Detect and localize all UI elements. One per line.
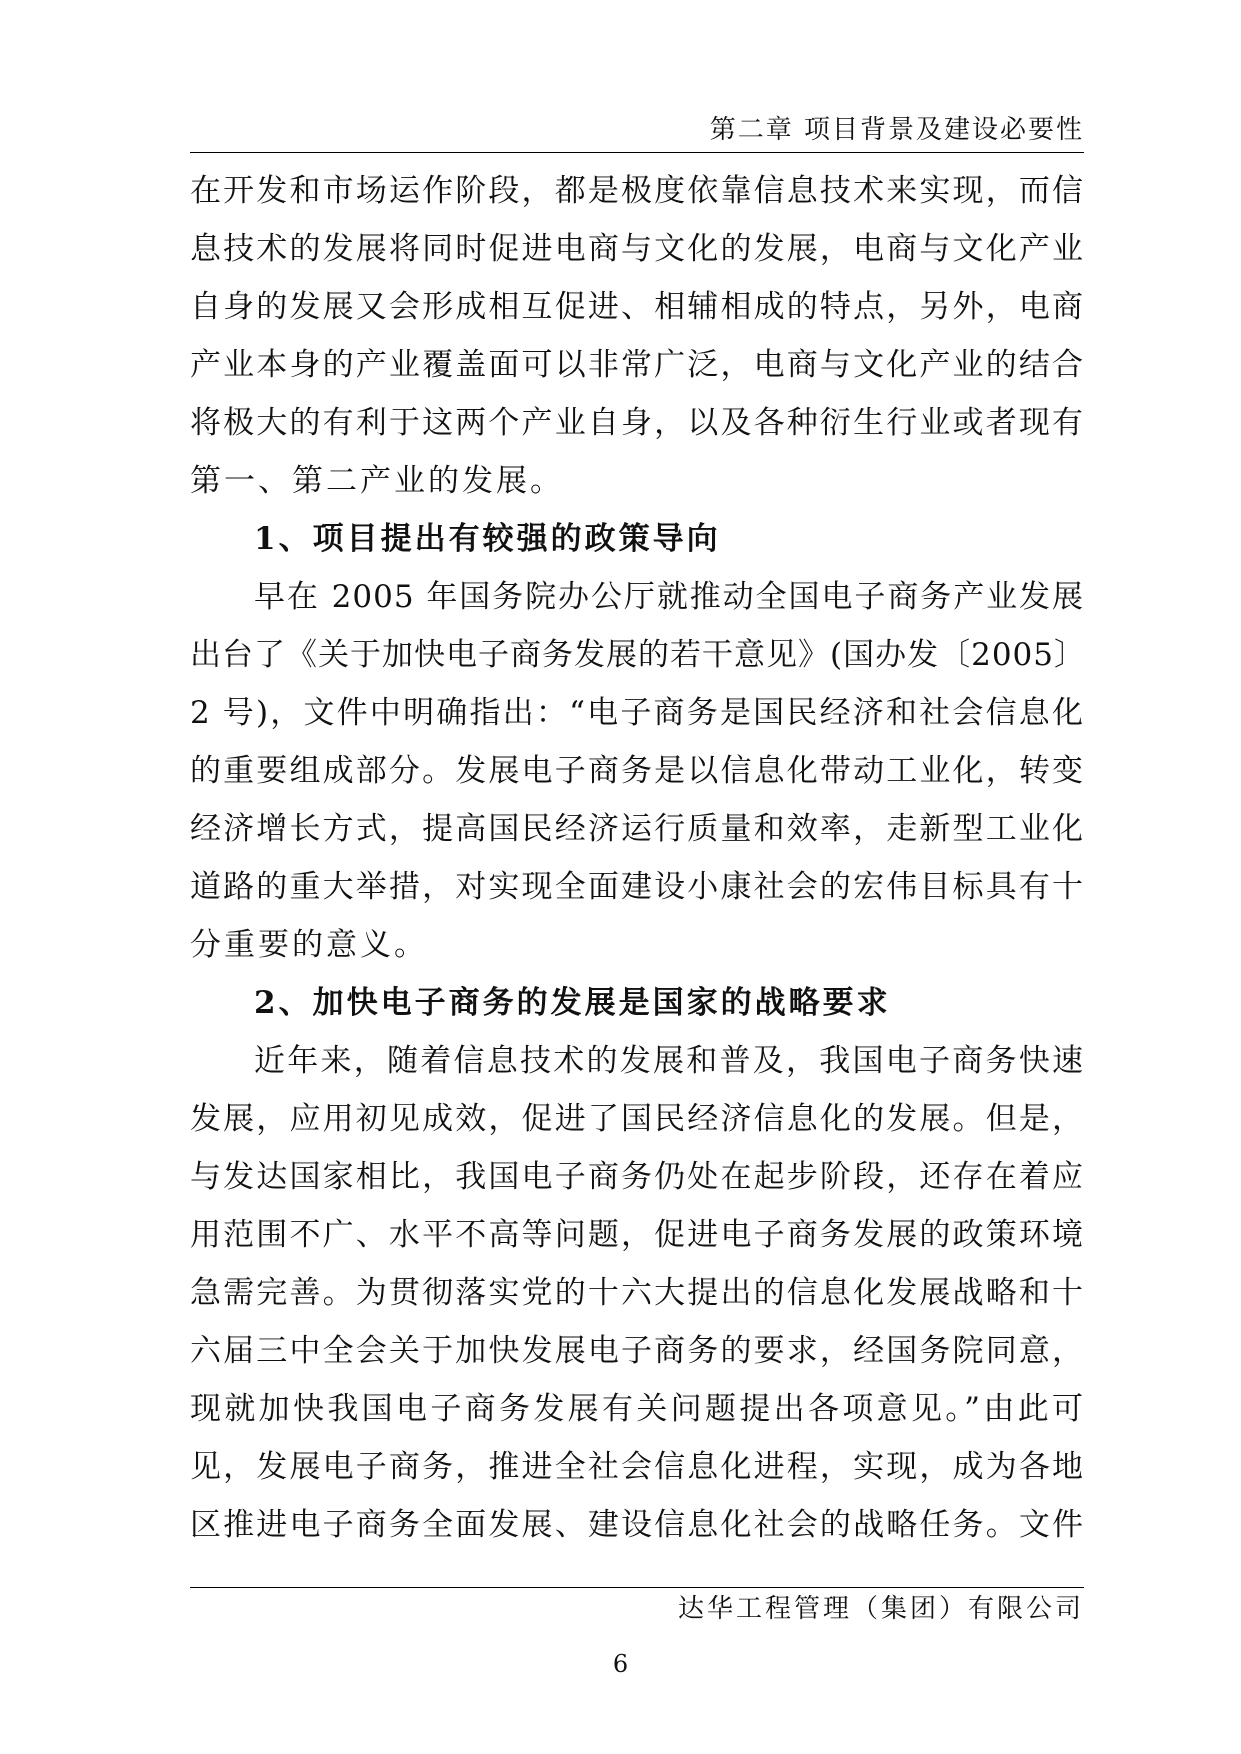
text-line: 道路的重大举措，对实现全面建设小康社会的宏伟目标具有十 <box>190 869 1084 905</box>
text-line: 见，发展电子商务，推进全社会信息化进程，实现，成为各地 <box>190 1449 1084 1485</box>
text-line: 在开发和市场运作阶段，都是极度依靠信息技术来实现，而信 <box>190 173 1084 209</box>
text-line: 将极大的有利于这两个产业自身，以及各种衍生行业或者现有 <box>190 405 1084 441</box>
section-2-paragraph <box>190 1032 1084 1554</box>
text-line: 的重要组成部分。发展电子商务是以信息化带动工业化，转变 <box>190 753 1084 789</box>
text-line: 发展，应用初见成效，促进了国民经济信息化的发展。但是， <box>190 1101 1084 1137</box>
header-rule <box>190 152 1084 153</box>
text-line: 出台了《关于加快电子商务发展的若干意见》(国办发〔2005〕 <box>190 637 1086 673</box>
chapter-header: 第二章 项目背景及建设必要性 <box>709 115 1084 145</box>
text-line: 息技术的发展将同时促进电商与文化的发展，电商与文化产业 <box>190 231 1084 267</box>
text-line: 区推进电子商务全面发展、建设信息化社会的战略任务。文件 <box>190 1507 1084 1543</box>
text-line: 用范围不广、水平不高等问题，促进电子商务发展的政策环境 <box>190 1217 1084 1253</box>
document-body <box>190 162 1084 1554</box>
footer-company-name: 达华工程管理（集团）有限公司 <box>677 1594 1084 1624</box>
text-line: 早在 2005 年国务院办公厅就推动全国电子商务产业发展 <box>254 579 1084 615</box>
text-line: 分重要的意义。 <box>190 927 428 963</box>
text-line: 自身的发展又会形成相互促进、相辅相成的特点，另外，电商 <box>190 289 1084 325</box>
section-2-heading: 2、加快电子商务的发展是国家的战略要求 <box>254 985 891 1021</box>
text-line: 近年来，随着信息技术的发展和普及，我国电子商务快速 <box>254 1043 1084 1079</box>
text-line: 与发达国家相比，我国电子商务仍处在起步阶段，还存在着应 <box>190 1159 1084 1195</box>
section-1-heading: 1、项目提出有较强的政策导向 <box>254 521 721 557</box>
text-line: 经济增长方式，提高国民经济运行质量和效率，走新型工业化 <box>190 811 1084 847</box>
text-line: 2 号)，文件中明确指出：“电子商务是国民经济和社会信息化 <box>190 695 1084 731</box>
text-line: 现就加快我国电子商务发展有关问题提出各项意见。”由此可 <box>190 1391 1084 1427</box>
section-1-paragraph <box>190 568 1084 974</box>
text-line: 急需完善。为贯彻落实党的十六大提出的信息化发展战略和十 <box>190 1275 1084 1311</box>
text-line: 第一、第二产业的发展。 <box>190 463 564 499</box>
text-line: 产业本身的产业覆盖面可以非常广泛，电商与文化产业的结合 <box>190 347 1084 383</box>
footer-rule <box>190 1587 1084 1588</box>
page-number: 6 <box>612 1650 629 1678</box>
paragraph-1 <box>190 162 1084 510</box>
text-line: 六届三中全会关于加快发展电子商务的要求，经国务院同意， <box>190 1333 1084 1369</box>
